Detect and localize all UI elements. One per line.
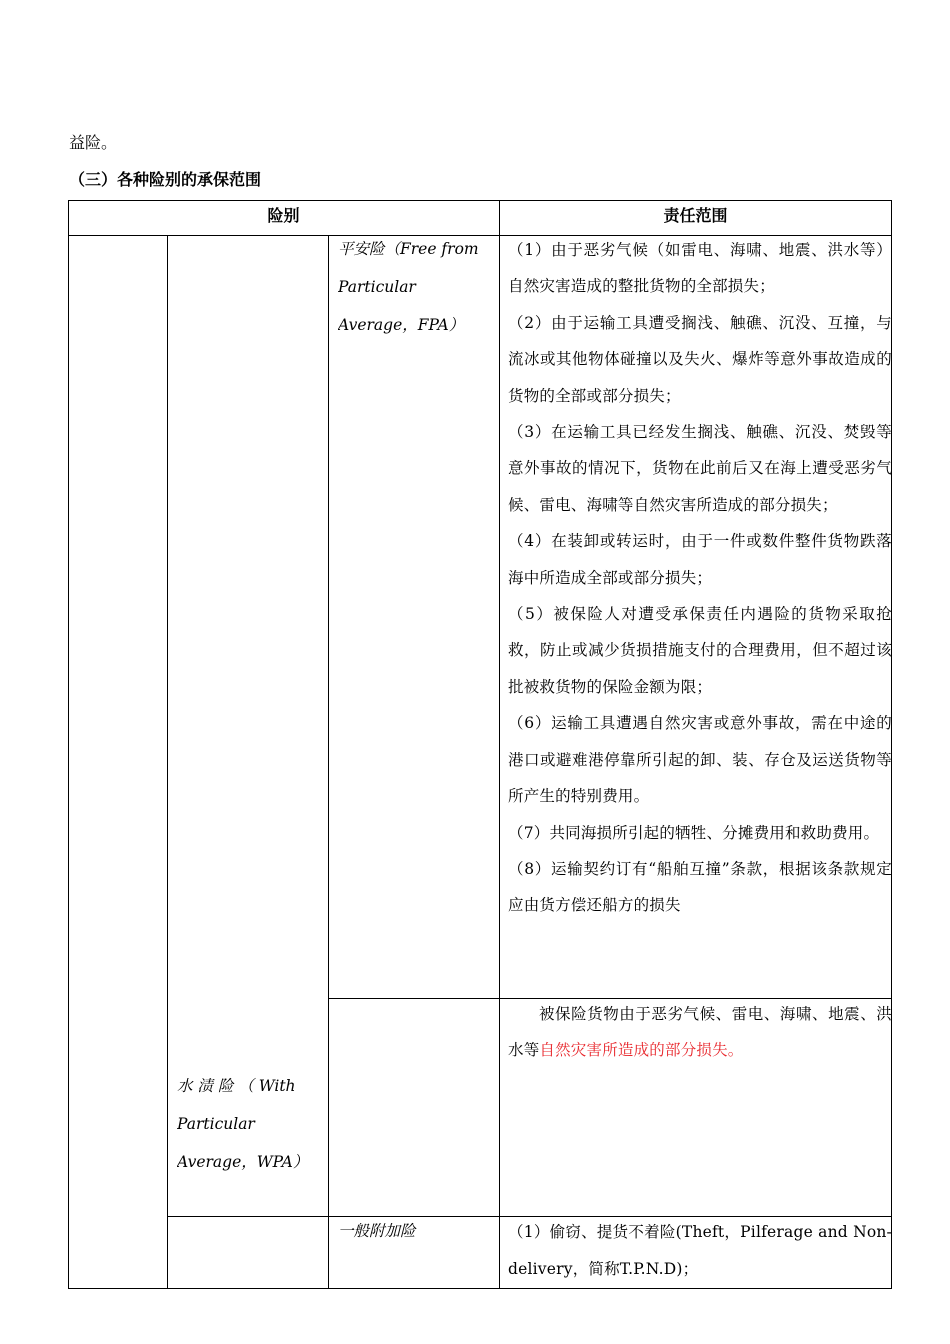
fpa-clause-8: （8）运输契约订有“船舶互撞”条款，根据该条款规定应由货方偿还船方的损失 xyxy=(508,859,892,915)
col-divider-main xyxy=(499,200,500,1289)
wpa-label-line3: Average，WPA） xyxy=(177,1153,309,1171)
fpa-clauses xyxy=(508,232,892,924)
header-insurance-type: 险别 xyxy=(267,206,300,225)
wpa-text-highlight: 自然灾害所造成的部分损失。 xyxy=(539,1041,744,1060)
general-additional-text: （1）偷窃、提货不着险(Theft，Pilferage and Non-delivery，简称T.P.N.D)； xyxy=(508,1223,892,1278)
wpa-label-line1: 水 渍 险 （ With xyxy=(177,1077,296,1095)
wpa-text-plain: 被保险货物由于恶劣气候、雷电、海啸、地震、洪水等 xyxy=(508,1005,892,1060)
section-title: （三）各种险别的承保范围 xyxy=(69,170,262,189)
fpa-clause-2: （2）由于运输工具遭受搁浅、触礁、沉没、互撞，与流冰或其他物体碰撞以及失火、爆炸等意外事故造成的货物的全部或部分损失； xyxy=(508,313,892,405)
fpa-clause-3: （3）在运输工具已经发生搁浅、触礁、沉没、焚毁等意外事故的情况下，货物在此前后又在海上遭受恶劣气候、雷电、海啸等自然灾害所造成的部分损失； xyxy=(508,423,892,514)
fpa-clause-5: （5）被保险人对遭受承保责任内遇险的货物采取抢救，防止或减少货损措施支付的合理费用，但不超过该批被救货物的保险金额为限； xyxy=(508,605,892,696)
intro-text: 益险。 xyxy=(69,133,118,152)
fpa-clause-4: （4）在装卸或转运时，由于一件或数件整件货物跌落海中所造成全部或部分损失； xyxy=(508,532,892,587)
fpa-label-line2: Particular xyxy=(338,278,416,296)
table-border-top xyxy=(68,200,892,201)
header-coverage-scope: 责任范围 xyxy=(663,206,728,225)
fpa-clause-1: （1）由于恶劣气候（如雷电、海啸、地震、洪水等）自然灾害造成的整批货物的全部损失； xyxy=(508,241,892,296)
col-divider-1 xyxy=(167,235,168,1289)
table-border-left xyxy=(68,200,69,1289)
wpa-label-line2: Particular xyxy=(177,1115,255,1133)
fpa-clause-6: （6）运输工具遭遇自然灾害或意外事故，需在中途的港口或避难港停靠所引起的卸、装、存仓及运送货物等所产生的特别费用。 xyxy=(508,714,892,806)
fpa-label-line3: Average，FPA） xyxy=(338,316,465,334)
general-additional-label: 一般附加险 xyxy=(338,1222,416,1240)
table-border-bottom xyxy=(68,1288,892,1289)
fpa-label-line1: 平安险（Free from xyxy=(338,240,479,258)
col-divider-2 xyxy=(328,235,329,1289)
wpa-coverage-text xyxy=(508,996,892,1069)
fpa-clause-7: （7）共同海损所引起的牺牲、分摊费用和救助费用。 xyxy=(508,823,880,842)
